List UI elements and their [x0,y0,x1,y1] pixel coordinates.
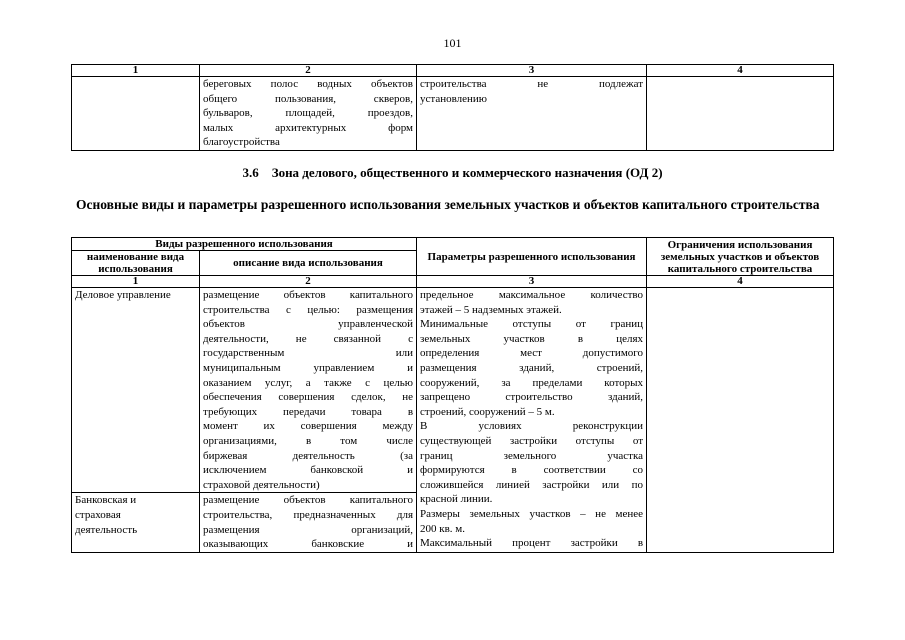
header-row [72,238,834,251]
column-number: 2 [200,65,417,77]
text-line: Максимальный процент застройки в [420,537,644,550]
text-line: деятельности, не связанной с [203,332,414,345]
text-line: размещения организаций, [203,523,414,536]
column-number: 4 [647,65,834,77]
description-cell [200,493,417,552]
text-line: строительства с целью: размещения [203,303,414,316]
text-line: оказанием услуг, а также с целью [203,376,414,389]
name-cell [72,77,200,151]
text-line: береговых полос водных объектов [203,78,413,90]
column-number: 2 [200,276,417,288]
column-number: 1 [72,65,200,77]
text-line: строительства не подлежат [420,78,643,90]
text-line: существующей застройки отступы от [420,434,644,447]
section-title: Зона делового, общественного и коммерческого назначения (ОД 2) [271,165,663,180]
text-line: деятельность [75,523,138,536]
text-line: земельных участков в целях [420,332,644,345]
header-group: Виды разрешенного использования [72,238,417,251]
text-line: этажей – 5 надземных этажей. [420,303,562,316]
text-line: оказывающих банковские и [203,538,414,551]
header-limits: Ограничения использования земельных участков и объектов капитального строительства [647,238,834,276]
text-line: благоустройства [203,136,280,149]
text-line: объектов управленческой [203,318,414,331]
text-line: сложившейся линией застройки или по [420,478,644,491]
subheading: Основные виды и параметры разрешенного использования земельных участков и объектов капитального строительства [76,197,820,212]
column-number: 1 [72,276,200,288]
text-line: общего пользования, скверов, [203,92,413,105]
column-number-row [72,276,834,288]
text-line: момент их совершения между [203,420,414,433]
description-cell [200,77,417,151]
text-line: исключением банковской и [203,464,414,477]
text-line: малых архитектурных форм [203,121,413,134]
text-line: границ земельного участка [420,449,644,462]
text-line: определения мест допустимого [420,347,644,360]
limits-cell [647,288,834,553]
text-line: биржевая деятельность (за [203,449,414,462]
text-line: красной линии. [420,493,493,506]
text-line: размещение объектов капитального [203,289,414,301]
section-number: 3.6 [242,165,259,180]
text-line: обеспечения совершения сделок, не [203,391,414,404]
text-line: установлению [420,92,488,105]
text-line: государственным или [203,347,414,360]
section-heading [0,165,905,181]
text-line: Размеры земельных участков – не менее [420,507,644,520]
limits-cell [647,77,834,151]
header-name: наименование вида использования [72,251,200,276]
text-line: организациями, в том числе [203,434,414,447]
continuation-table [71,64,834,151]
column-number: 4 [647,276,834,288]
text-line: бульваров, площадей, проездов, [203,107,413,120]
page-number: 101 [443,36,462,50]
text-line: Минимальные отступы от границ [420,318,644,331]
text-line: требующих передачи товара в [203,405,414,418]
column-number: 3 [417,276,647,288]
name-cell: Деловое управление [72,288,200,493]
table-row [72,288,834,493]
params-cell [417,288,647,553]
text-line: формируются в соответствии со [420,464,644,477]
text-line: предельное максимальное количество [420,289,644,301]
header-description: описание вида использования [200,251,417,276]
header-params: Параметры разрешенного использования [417,238,647,276]
description-cell [200,288,417,493]
params-cell [417,77,647,151]
text-line: страховой деятельности) [203,478,320,491]
text-line: Банковская и [75,494,137,507]
text-line: сооружений, за пределами которых [420,376,644,389]
text-line: страховая [75,508,121,521]
usage-table [71,237,834,553]
name-cell [72,493,200,552]
text-line: строений, сооружений – 5 м. [420,405,555,418]
column-number: 3 [417,65,647,77]
text-line: 200 кв. м. [420,522,466,535]
text-line: муниципальным управлением и [203,361,414,374]
text-line: строительства, предназначенных для [203,508,414,521]
table-row [72,77,834,151]
text-line: В условиях реконструкции [420,420,644,433]
text-line: размещения зданий, строений, [420,361,644,374]
text-line: размещение объектов капитального [203,494,414,507]
text-line: запрещено строительство зданий, [420,391,644,404]
column-number-row [72,65,834,77]
